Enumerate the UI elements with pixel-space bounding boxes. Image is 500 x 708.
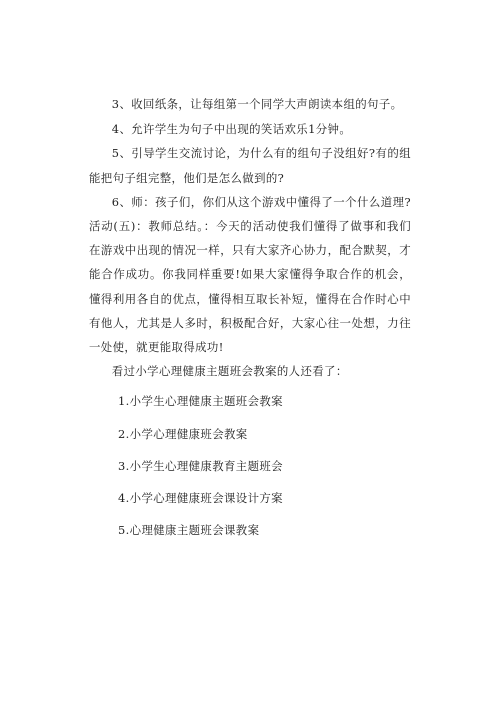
related-list	[89, 385, 411, 546]
related-item-5: 5.心理健康主题班会课教案	[118, 523, 260, 538]
related-item-2: 2.小学心理健康班会教案	[118, 426, 248, 441]
paragraph-step-3: 3、收回纸条，让每组第一个同学大声朗读本组的句子。	[111, 97, 403, 111]
paragraph-step-4: 4、允许学生为句子中出现的笑话欢乐1分钟。	[111, 122, 352, 137]
paragraph-step-6: 6、师：孩子们，你们从这个游戏中懂得了一个什么道理?活动(五)：教师总结。：今天的活动使我们懂得了做事和我们在游戏中出现的情况一样，只有大家齐心协力，配合默契，才能合作成功。你我同样重要!如果大家懂得争取合作的机会，懂得利用各自的优点，懂得相互取长补短，懂得在合作时心中有他人，尤其是人多时，积极配合好，大家心往一处想，力往一处使，就更能取得成功!	[89, 194, 411, 355]
related-item-1: 1.小学生心理健康主题班会教案	[118, 394, 283, 409]
related-item-4: 4.小学心理健康班会课设计方案	[118, 491, 283, 506]
paragraph-step-5: 5、引导学生交流讨论，为什么有的组句子没组好?有的组能把句子组完整，他们是怎么做到的?	[89, 146, 411, 185]
document-body	[89, 92, 411, 546]
related-intro: 看过小学心理健康主题班会教案的人还看了：	[111, 364, 348, 379]
related-item-3: 3.小学生心理健康教育主题班会	[118, 458, 283, 473]
